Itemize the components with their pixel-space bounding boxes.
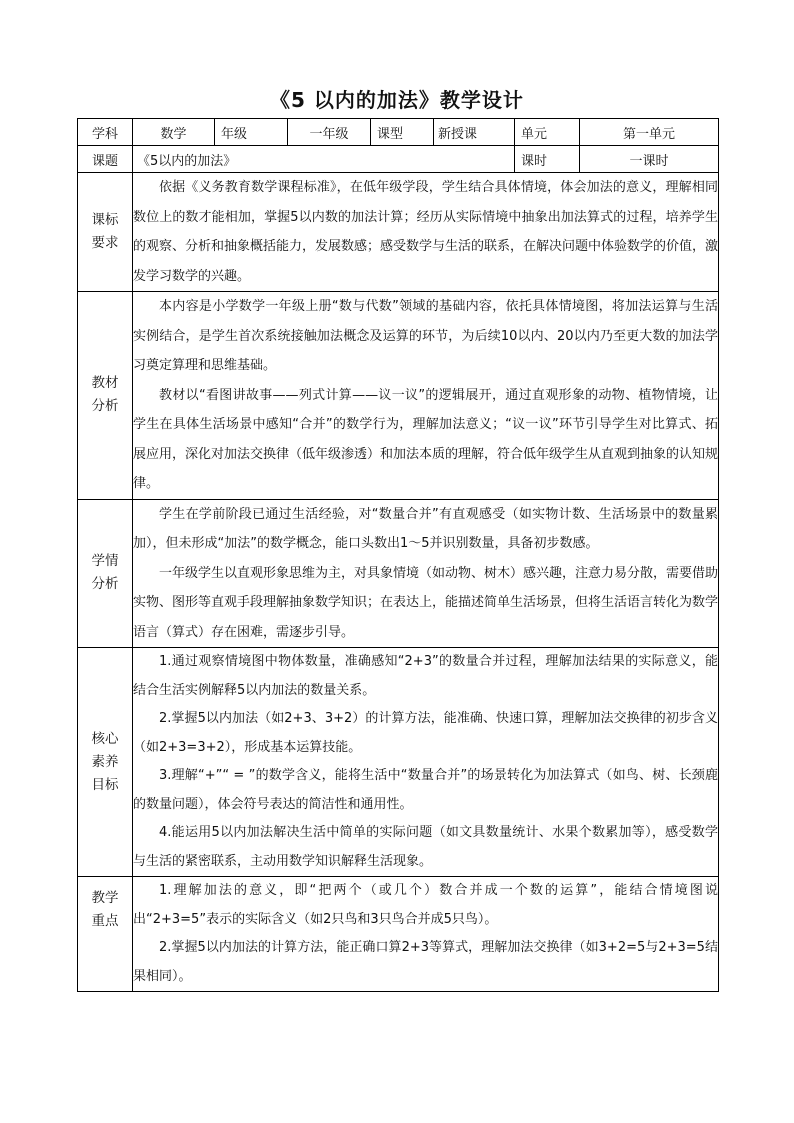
paragraph: 1.通过观察情境图中物体数量，准确感知“2+3”的数量合并过程，理解加法结果的实际意义，能结合生活实例解释5以内加法的数量关系。 (133, 654, 718, 698)
section-row-goals (78, 648, 719, 877)
topic-value: 《5以内的加法》 (133, 146, 515, 173)
document-title: 《5 以内的加法》教学设计 (270, 88, 524, 112)
section-content (133, 648, 719, 877)
section-label (78, 877, 133, 992)
section-label-text: 教学 重点 (91, 890, 119, 929)
paragraph: 依据《义务教育数学课程标准》，在低年级学段，学生结合具体情境，体会加法的意义，理解相同数位上的数才能相加，掌握5以内数的加法计算；经历从实际情境中抽象出加法算式的过程，培养学生的观察、分析和抽象概括能力，发展数感；感受数学与生活的联系，在解决问题中体验数学的价值，激发学习数学的兴趣。 (133, 180, 719, 284)
grade-label: 年级 (215, 119, 288, 146)
paragraph: 2.掌握5以内加法的计算方法，能正确口算2+3等算式，理解加法交换律（如3+2=5与2+3=5结果相同）。 (133, 940, 718, 984)
section-label (78, 292, 133, 500)
paragraph: 一年级学生以直观形象思维为主，对具象情境（如动物、树木）感兴趣，注意力易分散，需要借助实物、图形等直观手段理解抽象数学知识；在表达上，能描述简单生活场景，但将生活语言转化为数学语言（算式）存在困难，需逐步引导。 (133, 565, 719, 640)
paragraph: 教材以“看图讲故事——列式计算——议一议”的逻辑展开，通过直观形象的动物、植物情境，让学生在具体生活场景中感知“合并”的数学行为，理解加法意义；“议一议”环节引导学生对比算式、拓展应用，深化对加法交换律（低年级渗透）和加法本质的理解，符合低年级学生从直观到抽象的认知规律。 (133, 387, 719, 491)
paragraph: 1.理解加法的意义，即“把两个（或几个）数合并成一个数的运算”，能结合情境图说出“2+3=5”表示的实际含义（如2只鸟和3只鸟合并成5只鸟）。 (133, 883, 718, 927)
unit-label: 单元 (515, 119, 580, 146)
section-label (78, 173, 133, 292)
section-content (133, 292, 719, 500)
section-row-textbook (78, 292, 719, 500)
class-hours-value: 一课时 (580, 146, 719, 173)
class-hours-label: 课时 (515, 146, 580, 173)
subject-label: 学科 (78, 119, 133, 146)
subject-value: 数学 (133, 119, 215, 146)
section-label-text: 核心 素养 目标 (91, 730, 119, 793)
paragraph: 2.掌握5以内加法（如2+3、3+2）的计算方法，能准确、快速口算，理解加法交换律的初步含义（如2+3=3+2），形成基本运算技能。 (133, 711, 718, 755)
paragraph: 4.能运用5以内加法解决生活中简单的实际问题（如文具数量统计、水果个数累加等），感受数学与生活的紧密联系，主动用数学知识解释生活现象。 (133, 825, 718, 869)
section-row-standards (78, 173, 719, 292)
section-label (78, 499, 133, 648)
lesson-plan-table (77, 118, 719, 992)
paragraph: 本内容是小学数学一年级上册“数与代数”领域的基础内容，依托具体情境图，将加法运算与生活实例结合，是学生首次系统接触加法概念及运算的环节，为后续10以内、20以内乃至更大数的加法学习奠定算理和思维基础。 (133, 299, 718, 373)
header-row (78, 119, 719, 146)
paragraph: 3.理解“+”“ = ”的数学含义，能将生活中“数量合并”的场景转化为加法算式（如鸟、树、长颈鹿的数量问题），体会符号表达的简洁性和通用性。 (133, 768, 718, 812)
grade-value: 一年级 (288, 119, 371, 146)
section-row-students (78, 499, 719, 648)
section-label-text: 学情 分析 (91, 553, 119, 593)
lesson-type-label: 课型 (371, 119, 434, 146)
unit-value: 第一单元 (580, 119, 719, 146)
lesson-type-value: 新授课 (434, 119, 515, 146)
paragraph: 学生在学前阶段已通过生活经验，对“数量合并”有直观感受（如实物计数、生活场景中的数量累加），但未形成“加法”的数学概念，能口头数出1～5并识别数量，具备初步数感。 (133, 506, 718, 551)
topic-row (78, 146, 719, 173)
section-label-text: 教材 分析 (91, 375, 119, 415)
section-content (133, 173, 719, 292)
topic-label: 课题 (78, 146, 133, 173)
section-label-text: 课标 要求 (91, 212, 119, 251)
section-row-key-points (78, 877, 719, 992)
section-content (133, 499, 719, 648)
section-label (78, 648, 133, 877)
section-content (133, 877, 719, 992)
